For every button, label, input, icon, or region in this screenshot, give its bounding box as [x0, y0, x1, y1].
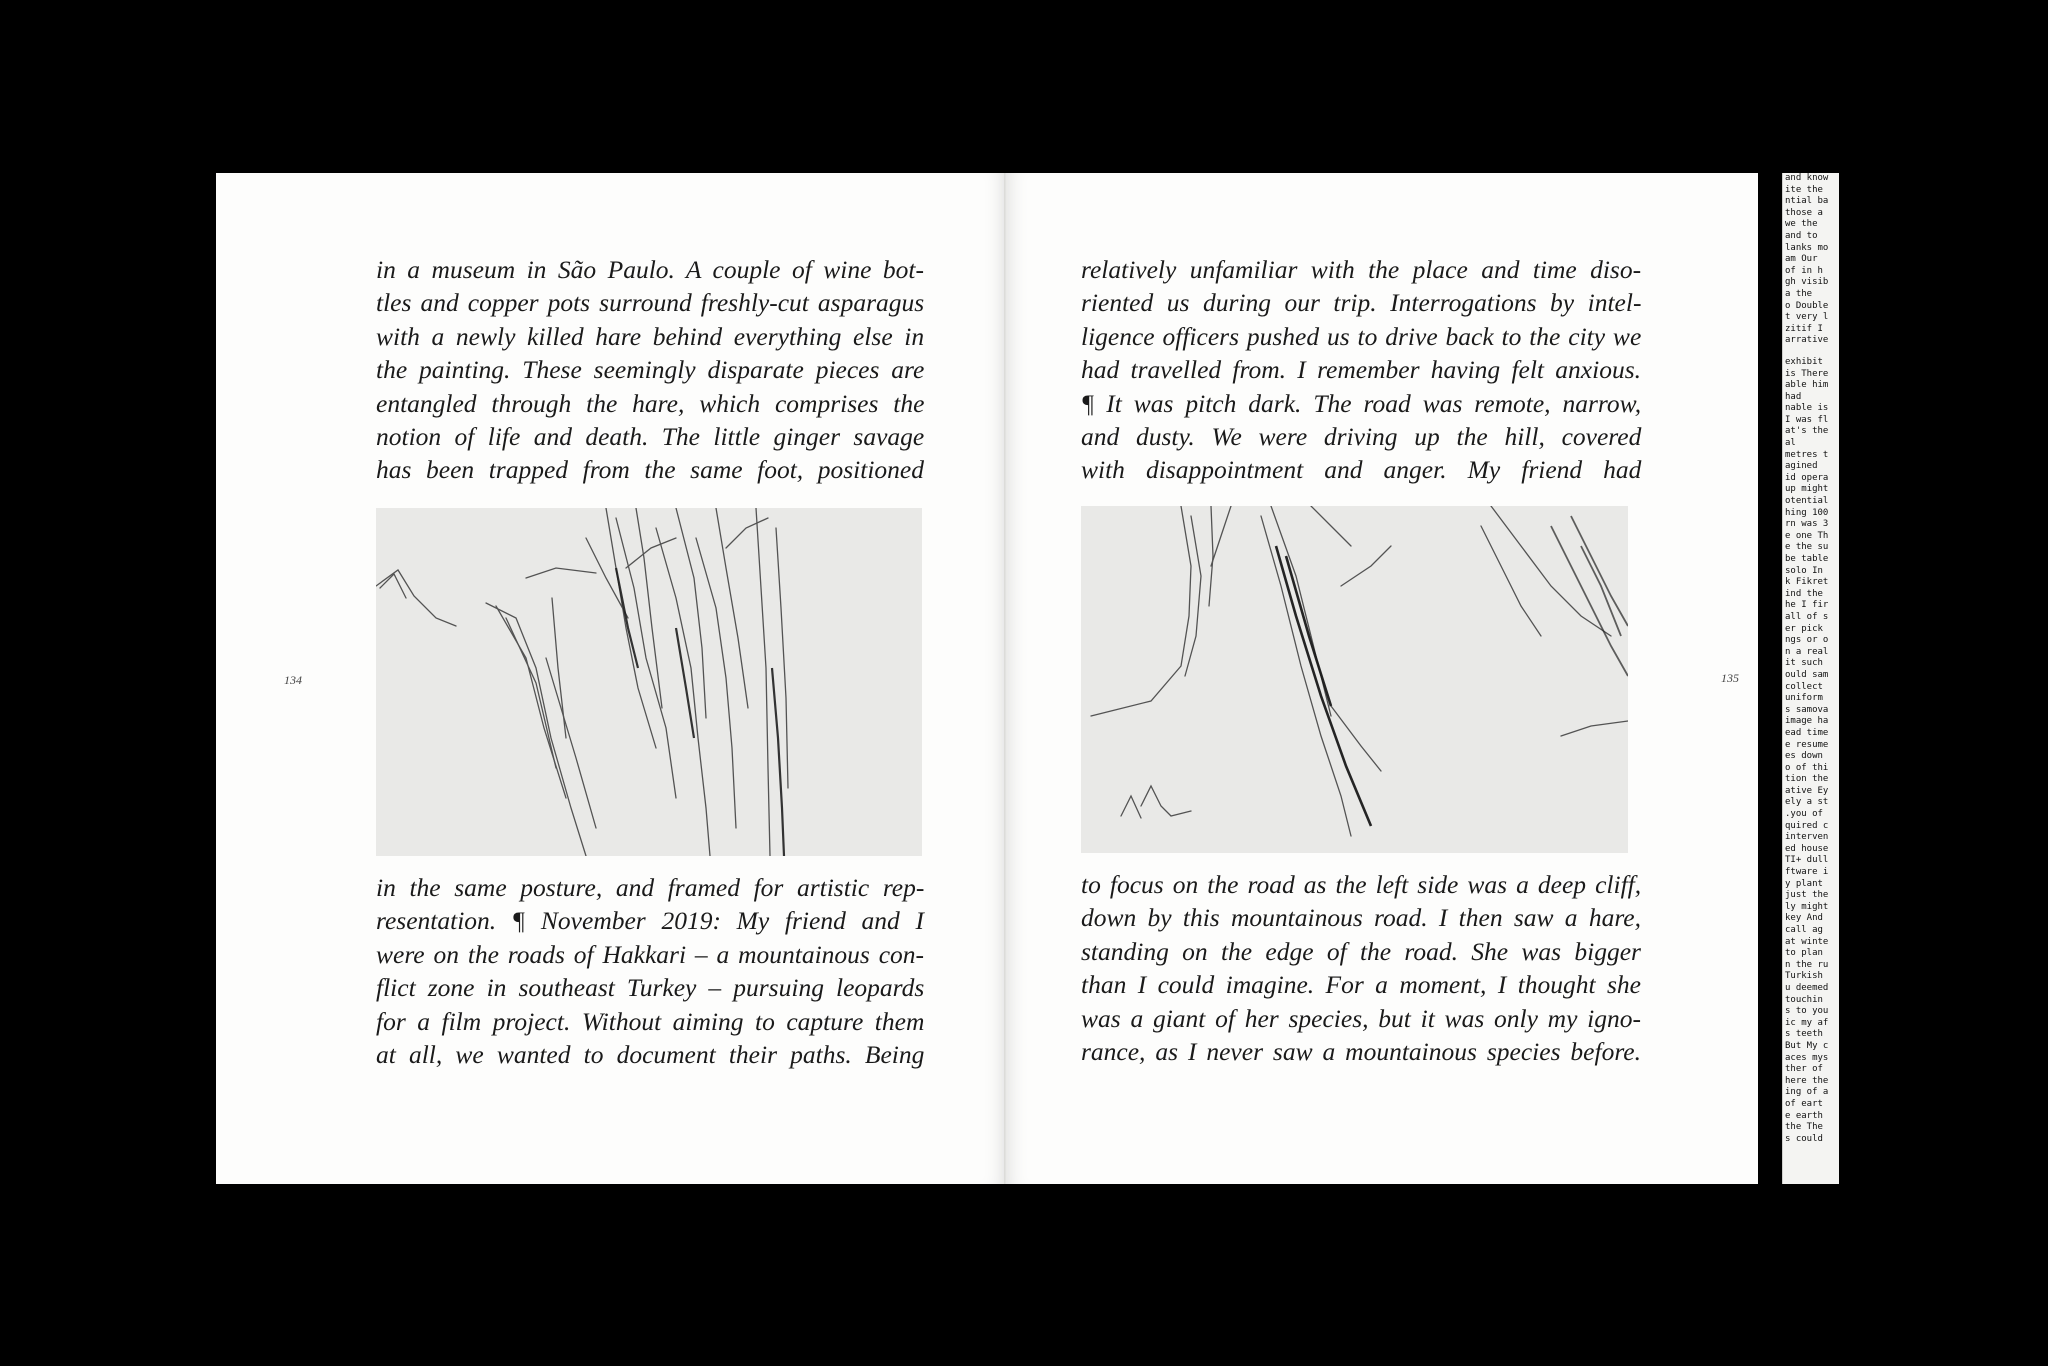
edge-text-line: am Our [1785, 254, 1818, 265]
edge-text-line: ed house [1785, 843, 1829, 854]
edge-text-line: of in h [1785, 265, 1823, 276]
edge-text-line: ely a st [1785, 797, 1829, 808]
edge-text-line: of eart [1785, 1098, 1823, 1109]
text-line: with a newly killed hare behind everything else in [376, 321, 925, 351]
edge-text-line: agined [1785, 461, 1818, 472]
edge-text-line: y plant [1785, 878, 1823, 889]
edge-text-line: rn was 3 [1785, 519, 1829, 530]
edge-text-line: aces mys [1785, 1052, 1829, 1063]
text-line: ¶ It was pitch dark. The road was remote, narrow, [1081, 388, 1642, 418]
edge-text-line: solo In [1785, 565, 1823, 576]
edge-text-line: call ag [1785, 925, 1823, 935]
edge-text-line: But My c [1785, 1040, 1829, 1051]
edge-text-line: exhibit [1785, 356, 1823, 367]
edge-text-line: er pick [1785, 623, 1823, 634]
edge-text-line: just the [1785, 890, 1829, 901]
edge-text-line: nable is [1785, 403, 1829, 414]
edge-text-line: at winte [1785, 936, 1829, 947]
right-bottom-paragraph [1081, 868, 1641, 1068]
text-line: had travelled from. I remember having felt anxious. [1081, 355, 1641, 385]
edge-text-line: we the [1785, 219, 1818, 230]
edge-text-line: e one Th [1785, 530, 1829, 541]
edge-text-line: ould sam [1785, 669, 1829, 680]
edge-text-line: collect [1785, 681, 1823, 692]
edge-text-line: .you of [1785, 809, 1823, 820]
text-line: the painting. These seemingly disparate pieces are [376, 355, 925, 385]
text-line: entangled through the hare, which comprises the [376, 388, 925, 418]
edge-text-line: interven [1785, 832, 1829, 843]
text-line: down by this mountainous road. I then saw a hare, [1081, 903, 1641, 933]
edge-text-line: ngs or o [1785, 635, 1829, 646]
edge-text-line: he I fir [1785, 600, 1829, 611]
edge-text-line: ly might [1785, 901, 1829, 912]
edge-text-line: all of s [1785, 611, 1829, 622]
edge-text-line: s to you [1785, 1006, 1829, 1017]
edge-text-line: n a real [1785, 646, 1829, 657]
text-line: in the same posture, and framed for artistic rep- [376, 873, 925, 902]
edge-text-line: u deemed [1785, 982, 1829, 993]
page-number: 135 [1721, 671, 1739, 685]
edge-text-line: ntial ba [1785, 196, 1829, 207]
edge-text-line: touchin [1785, 994, 1823, 1005]
edge-text-line: n the ru [1785, 959, 1829, 970]
edge-text-group [1783, 357, 1839, 1145]
text-line: relatively unfamiliar with the place and time diso- [1081, 255, 1642, 284]
edge-text-line: be table [1785, 554, 1829, 564]
text-line: than I could imagine. For a moment, I thought she [1081, 970, 1641, 1000]
edge-text-line: key And [1785, 913, 1823, 924]
edge-text-line: ind the [1785, 588, 1823, 599]
edge-text-line: e the su [1785, 542, 1829, 553]
text-line: were on the roads of Hakkari – a mountainous con- [376, 939, 924, 969]
text-line: notion of life and death. The little ginger savage [376, 422, 925, 452]
edge-text-line: and to [1785, 230, 1818, 241]
edge-text-line: is There [1785, 368, 1829, 379]
edge-text-line: ther of [1785, 1064, 1823, 1075]
edge-text-line: tion the [1785, 774, 1829, 785]
edge-text-line: metres t [1785, 449, 1829, 460]
edge-text-line: at's the [1785, 426, 1829, 437]
left-bottom-paragraph [376, 871, 924, 1071]
edge-text-line: it such [1785, 658, 1823, 669]
text-line: for a film project. Without aiming to capture them [376, 1006, 925, 1036]
edge-text-line: s samova [1785, 704, 1829, 715]
left-page [216, 173, 1006, 1184]
edge-text-line: here the [1785, 1075, 1829, 1086]
text-line: resentation. ¶ November 2019: My friend and I [376, 906, 924, 936]
edge-text-line: Turkish [1785, 971, 1823, 982]
edge-text-line: uniform [1785, 693, 1823, 704]
text-line: riented us during our trip. Interrogations by intel- [1081, 288, 1642, 318]
text-line: standing on the edge of the road. She was bigger [1081, 936, 1641, 966]
left-top-paragraph [376, 253, 924, 487]
edge-text-line: those a [1785, 207, 1823, 218]
edge-text-group [1783, 173, 1839, 347]
right-page [1006, 173, 1758, 1184]
edge-text-line: the The [1785, 1122, 1823, 1133]
edge-text-line: al [1785, 438, 1796, 449]
edge-text-line: s teeth [1785, 1029, 1823, 1040]
pencil-drawing-right [1081, 506, 1628, 853]
edge-text-line: ite the [1785, 184, 1823, 195]
text-line: ligence officers pushed us to drive back to the city we [1081, 321, 1642, 351]
edge-text-line: quired c [1785, 820, 1829, 831]
edge-text-line: and know [1785, 173, 1829, 183]
edge-text-line: o of thi [1785, 762, 1829, 773]
edge-text-line: o Double [1785, 300, 1829, 311]
edge-text-line: gh visib [1785, 277, 1829, 288]
edge-text-line: t very l [1785, 312, 1829, 323]
edge-text-line: es down [1785, 751, 1823, 762]
edge-text-line: arrative [1785, 335, 1829, 346]
book-spread [216, 173, 1838, 1184]
edge-text-line: to plan [1785, 948, 1823, 959]
edge-text-line: s could [1785, 1133, 1823, 1144]
page-number: 134 [284, 673, 302, 687]
edge-text-line: id opera [1785, 472, 1829, 483]
right-top-paragraph [1081, 253, 1641, 487]
edge-text-line: otential [1785, 496, 1829, 507]
edge-text-line: a the [1785, 288, 1813, 299]
text-line: and dusty. We were driving up the hill, covered [1081, 422, 1642, 452]
text-line: tles and copper pots surround freshly-cut asparagus [376, 288, 925, 318]
text-line: to focus on the road as the left side was a deep cliff, [1081, 870, 1642, 899]
edge-text-line: k Fikret [1785, 577, 1829, 588]
text-line: rance, as I never saw a mountainous species before. [1081, 1037, 1641, 1067]
edge-text-line: I was fl [1785, 414, 1829, 425]
edge-text-line: lanks mo [1785, 242, 1829, 253]
text-line: in a museum in São Paulo. A couple of wine bot- [376, 255, 924, 284]
edge-text-line: hing 100 [1785, 507, 1829, 518]
edge-text-line: ead time [1785, 727, 1829, 738]
edge-text-line: e earth [1785, 1110, 1823, 1121]
edge-text-line: ic my af [1785, 1017, 1829, 1028]
edge-text-line: ing of a [1785, 1087, 1829, 1098]
edge-text-line: zitif I [1785, 323, 1823, 334]
text-line: flict zone in southeast Turkey – pursuing leopards [376, 973, 925, 1003]
text-line: has been trapped from the same foot, positioned [376, 455, 924, 485]
edge-text-line: ative Ey [1785, 785, 1829, 796]
edge-text-line: ftware i [1785, 867, 1829, 878]
text-line: was a giant of her species, but it was only my igno- [1081, 1003, 1641, 1033]
text-line: at all, we wanted to document their paths. Being [376, 1040, 925, 1070]
next-page-edge [1782, 173, 1839, 1184]
text-line: with disappointment and anger. My friend had [1081, 455, 1642, 485]
edge-text-line: image ha [1785, 716, 1829, 727]
edge-text-line: able him [1785, 380, 1829, 391]
edge-text-line: e resume [1785, 739, 1829, 750]
edge-text-line: up might [1785, 484, 1829, 495]
edge-text-line: had [1785, 391, 1802, 402]
edge-text-line: TI+ dull [1785, 855, 1829, 866]
pencil-drawing-left [376, 508, 922, 856]
